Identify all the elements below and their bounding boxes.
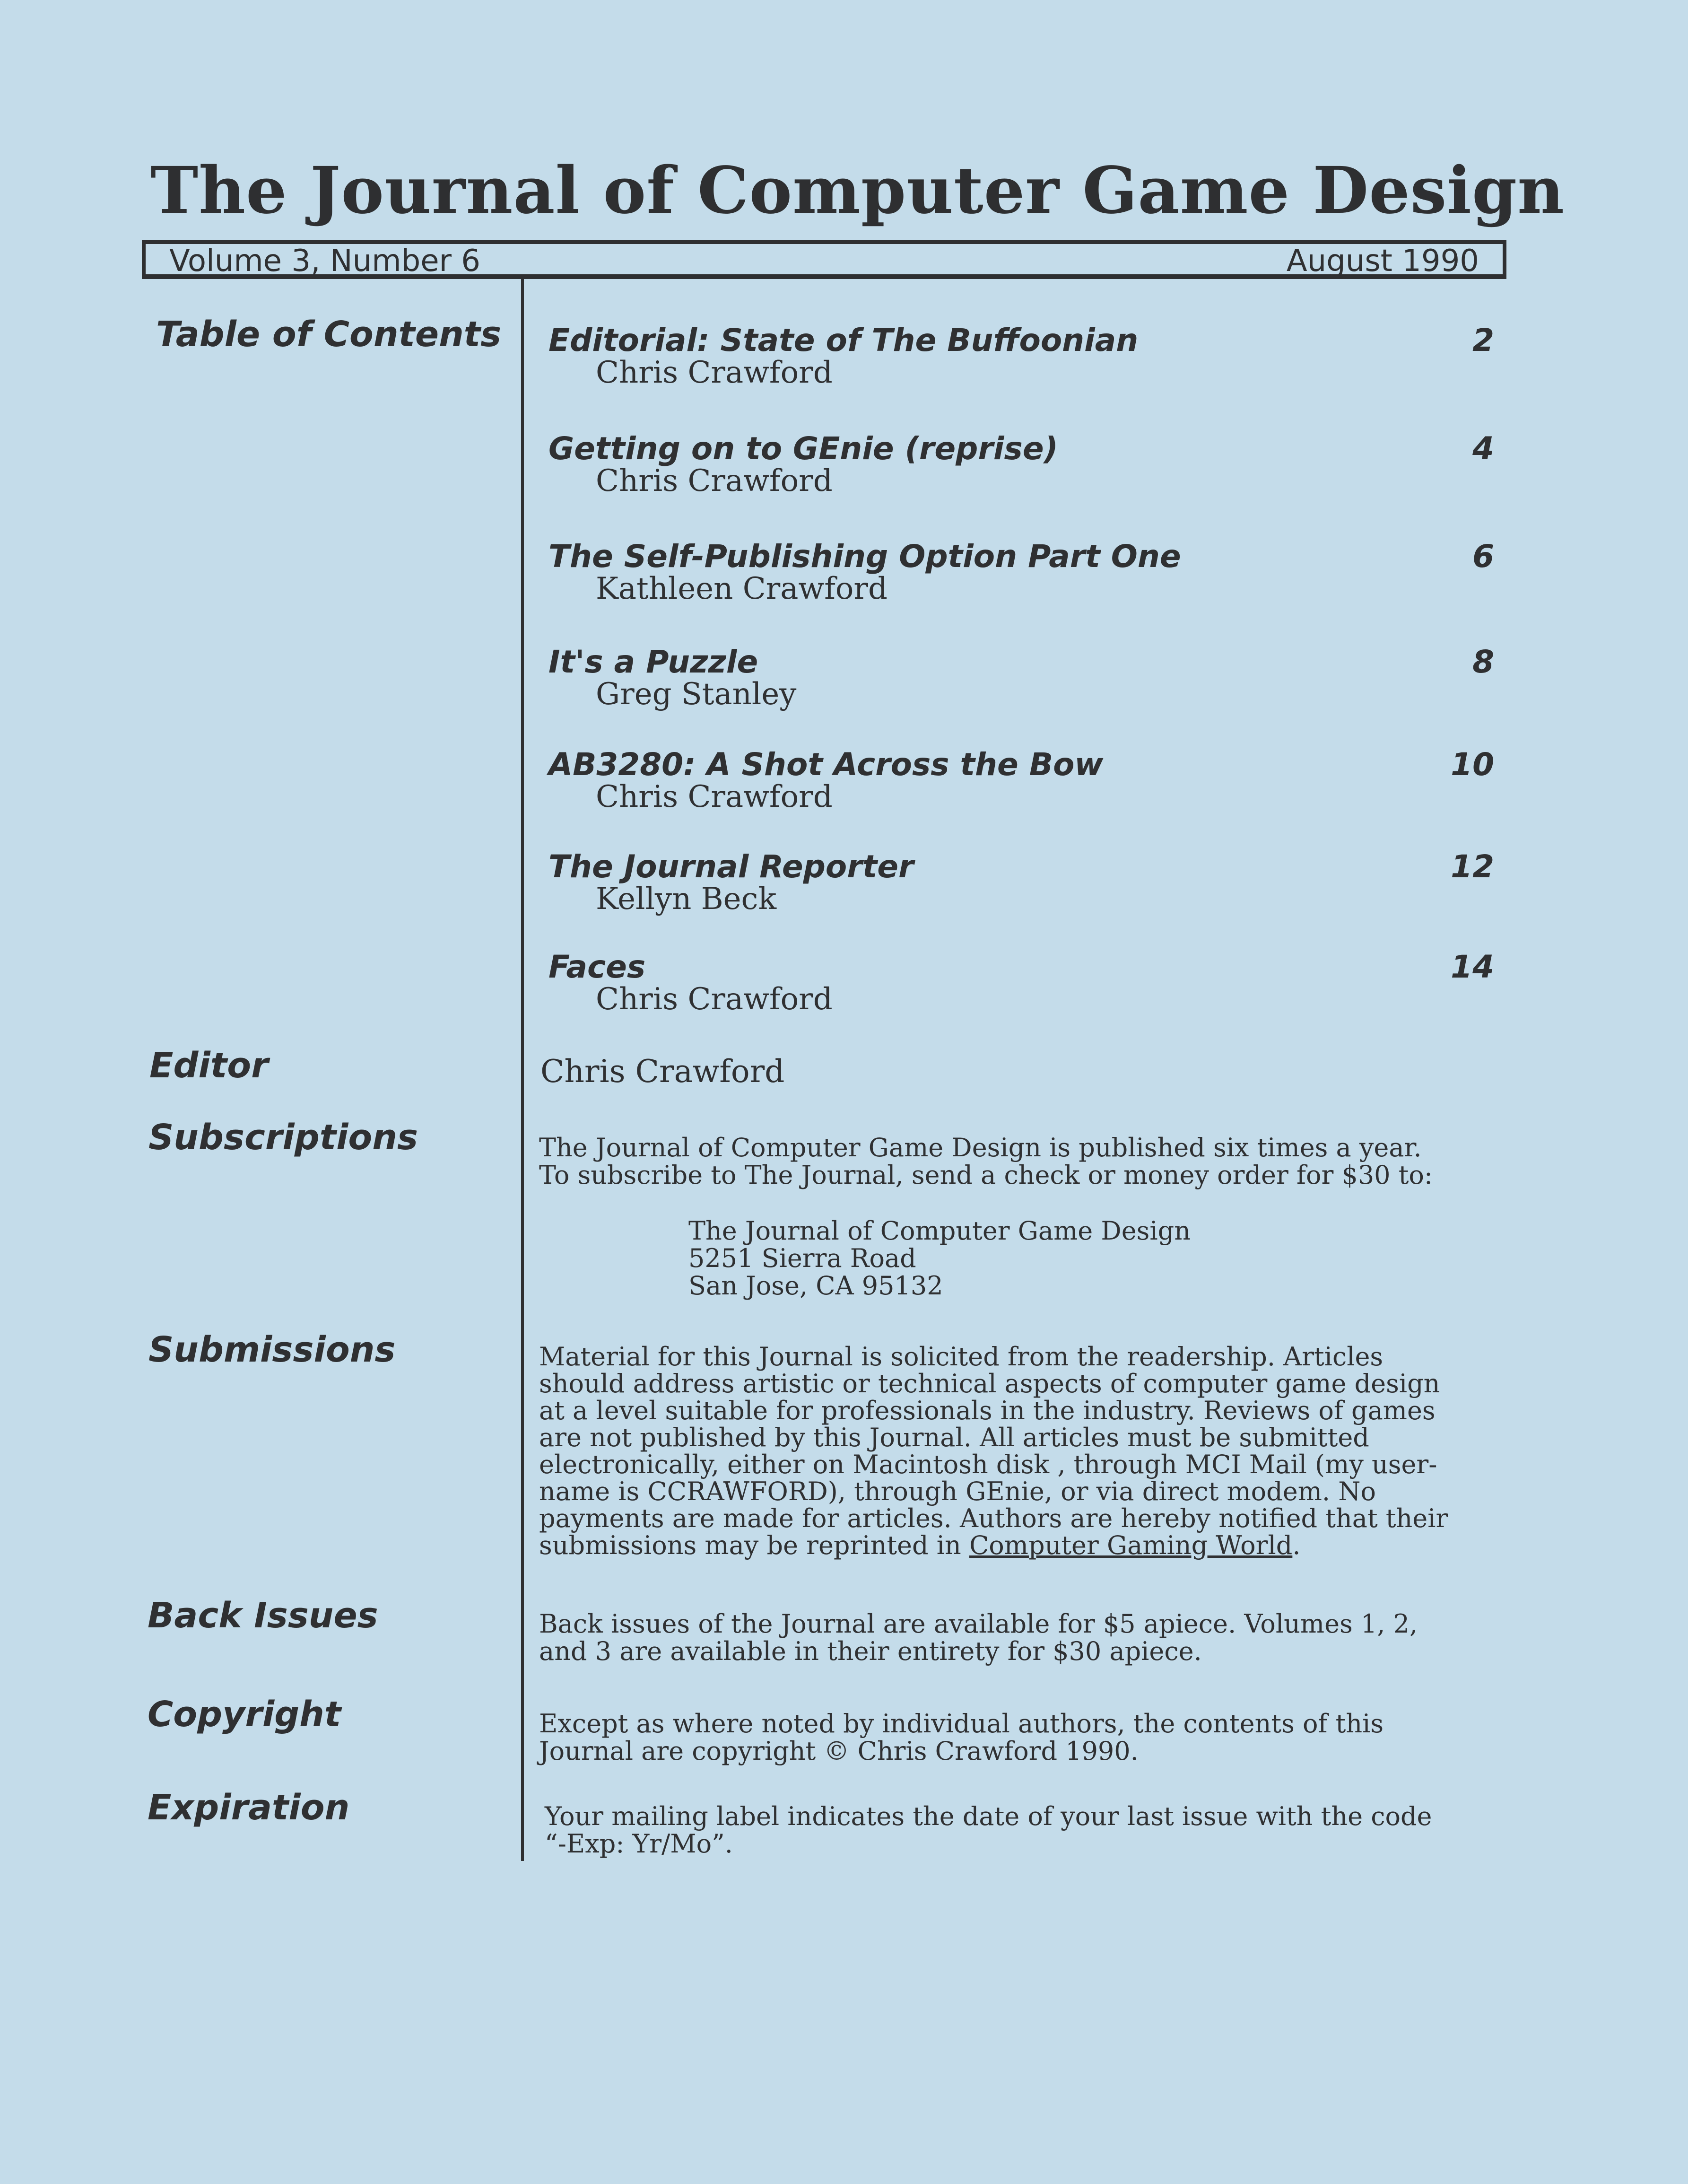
journal-title: The Journal of Computer Game Design bbox=[150, 153, 1565, 228]
text-line: Back issues of the Journal are available for $5 apiece. Volumes 1, 2, bbox=[539, 1609, 1418, 1639]
toc-entry bbox=[548, 849, 1494, 944]
text-line: name is CCRAWFORD), through GEnie, or via direct modem. No bbox=[539, 1476, 1376, 1506]
address-line: The Journal of Computer Game Design bbox=[688, 1216, 1191, 1246]
back-issues-text bbox=[539, 1610, 1499, 1665]
toc-heading: Table of Contents bbox=[156, 314, 502, 355]
volume-number: Volume 3, Number 6 bbox=[169, 244, 480, 279]
toc-entry-title: Getting on to GEnie (reprise) bbox=[548, 430, 1058, 467]
toc-entry bbox=[548, 323, 1494, 418]
toc-entry-page: 8 bbox=[1472, 644, 1494, 680]
toc-entry bbox=[548, 645, 1494, 739]
toc-entry-title: Faces bbox=[548, 949, 646, 985]
text-line: electronically, either on Macintosh disk , through MCI Mail (my user- bbox=[539, 1450, 1437, 1479]
mailing-address bbox=[688, 1217, 1191, 1300]
toc-entry-title: It's a Puzzle bbox=[548, 644, 758, 680]
text-line: To subscribe to The Journal, send a check or money order for $30 to: bbox=[539, 1160, 1433, 1190]
text-line: and 3 are available in their entirety for $30 apiece. bbox=[539, 1636, 1202, 1666]
toc-entry-page: 4 bbox=[1472, 430, 1494, 467]
editor-heading: Editor bbox=[149, 1045, 269, 1086]
toc-entry-author: Kathleen Crawford bbox=[596, 571, 888, 606]
text-line: Your mailing label indicates the date of your last issue with the code bbox=[545, 1801, 1432, 1831]
magazine-title: Computer Gaming World bbox=[969, 1530, 1293, 1560]
toc-entry-author: Chris Crawford bbox=[596, 355, 833, 390]
toc-entry-title: The Journal Reporter bbox=[548, 848, 914, 885]
toc-entry bbox=[548, 431, 1494, 526]
toc-entry-author: Kellyn Beck bbox=[596, 882, 777, 917]
toc-entry bbox=[548, 539, 1494, 634]
expiration-heading: Expiration bbox=[148, 1787, 350, 1828]
subscriptions-text bbox=[539, 1134, 1499, 1189]
copyright-heading: Copyright bbox=[148, 1694, 341, 1735]
text-fragment: submissions may be reprinted in bbox=[539, 1530, 969, 1560]
volume-bar bbox=[142, 240, 1506, 279]
toc-entry bbox=[548, 747, 1494, 842]
text-line: should address artistic or technical aspects of computer game design bbox=[539, 1369, 1440, 1398]
column-divider bbox=[521, 279, 524, 1861]
text-line: are not published by this Journal. All articles must be submitted bbox=[539, 1423, 1369, 1452]
toc-entry-title: The Self-Publishing Option Part One bbox=[548, 538, 1181, 575]
issue-date: August 1990 bbox=[1286, 244, 1479, 279]
copyright-text bbox=[539, 1710, 1499, 1765]
text-fragment: . bbox=[1292, 1530, 1301, 1560]
text-line: Except as where noted by individual authors, the contents of this bbox=[539, 1709, 1384, 1738]
text-line: at a level suitable for professionals in the industry. Reviews of games bbox=[539, 1396, 1436, 1425]
expiration-text bbox=[545, 1803, 1505, 1858]
toc-entry bbox=[548, 950, 1494, 1044]
toc-entry-author: Greg Stanley bbox=[596, 677, 797, 712]
text-line: payments are made for articles. Authors are hereby notified that their bbox=[539, 1503, 1448, 1533]
text-line bbox=[539, 1532, 1499, 1559]
text-line: Journal are copyright © Chris Crawford 1990. bbox=[539, 1736, 1139, 1766]
toc-entry-author: Chris Crawford bbox=[596, 982, 833, 1017]
submissions-heading: Submissions bbox=[148, 1329, 396, 1370]
toc-entry-title: Editorial: State of The Buffoonian bbox=[548, 322, 1139, 358]
address-line: San Jose, CA 95132 bbox=[688, 1271, 943, 1301]
editor-name: Chris Crawford bbox=[540, 1053, 785, 1090]
text-line: “-Exp: Yr/Mo”. bbox=[545, 1829, 733, 1859]
text-line: The Journal of Computer Game Design is published six times a year. bbox=[539, 1133, 1422, 1162]
toc-entry-page: 10 bbox=[1451, 746, 1494, 783]
toc-entry-author: Chris Crawford bbox=[596, 779, 833, 814]
address-line: 5251 Sierra Road bbox=[688, 1243, 916, 1273]
toc-entry-author: Chris Crawford bbox=[596, 463, 833, 498]
submissions-text bbox=[539, 1343, 1499, 1559]
toc-entry-page: 12 bbox=[1451, 848, 1494, 885]
toc-entry-page: 2 bbox=[1472, 322, 1494, 358]
toc-entry-title: AB3280: A Shot Across the Bow bbox=[548, 746, 1104, 783]
subscriptions-heading: Subscriptions bbox=[148, 1117, 418, 1158]
back-issues-heading: Back Issues bbox=[148, 1595, 378, 1636]
toc-entry-page: 6 bbox=[1472, 538, 1494, 575]
toc-entry-page: 14 bbox=[1451, 949, 1494, 985]
text-line: Material for this Journal is solicited from the readership. Articles bbox=[539, 1342, 1383, 1372]
